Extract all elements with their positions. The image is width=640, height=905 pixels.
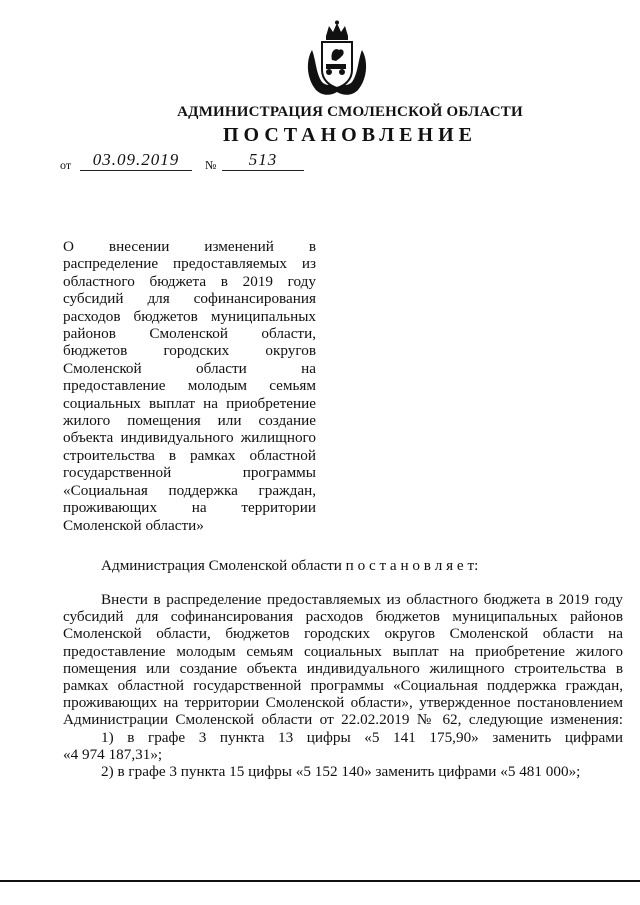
subject-line: объекта индивидуального жилищного	[63, 429, 316, 447]
subject-line: «Социальная поддержка граждан,	[63, 481, 316, 499]
subject-line: строительства в рамках областной	[63, 446, 316, 464]
subject-line: расходов бюджетов муниципальных	[63, 307, 316, 325]
body-line: 2) в графе 3 пункта 15 цифры «5 152 140» заменить цифрами «5 481 000»;	[101, 763, 581, 781]
body-line: помещения или создание объекта индивидуального жилищного строительства в	[63, 659, 623, 677]
main-text-block	[63, 591, 623, 780]
subject-line: распределение предоставляемых из	[63, 255, 316, 273]
subject-line: Смоленской области»	[63, 516, 204, 534]
date-from-label: от	[60, 158, 72, 172]
body-line: рамках областной государственной программы «Социальная поддержка граждан,	[63, 677, 623, 695]
body-line: 1) в графе 3 пункта 13 цифры «5 141 175,90» заменить цифрами	[101, 728, 623, 746]
decree-word: п о с т а н о в л я е т:	[345, 557, 479, 574]
subject-line: жилого помещения или создание	[63, 412, 316, 430]
subject-line: предоставление молодым семьям	[63, 377, 316, 395]
subject-line: субсидий для софинансирования	[63, 290, 316, 308]
coat-of-arms-icon	[302, 20, 372, 98]
subject-line: Смоленской области на	[63, 359, 316, 377]
body-line: Смоленской области, бюджетов городских округов Смоленской области на	[63, 625, 623, 643]
body-line: Внести в распределение предоставляемых из областного бюджета в 2019 году	[101, 591, 623, 608]
subject-line: социальных выплат на приобретение	[63, 394, 316, 412]
number-label: №	[205, 158, 217, 172]
subject-line: областного бюджета в 2019 году	[63, 272, 316, 290]
body-line: «4 974 187,31»;	[63, 745, 163, 763]
body-line: субсидий для софинансирования расходов бюджетов муниципальных районов	[63, 608, 623, 626]
subject-line: районов Смоленской области,	[63, 325, 316, 343]
body-line: Администрации Смоленской области от 22.02.2019 № 62, следующие изменения:	[63, 711, 623, 729]
document-type-title: ПОСТАНОВЛЕНИЕ	[223, 124, 477, 146]
subject-line: бюджетов городских округов	[63, 342, 316, 360]
subject-block	[63, 238, 316, 534]
preamble	[101, 557, 478, 575]
handwritten-number: 513	[222, 150, 304, 171]
body-line: проживающих на территории Смоленской области», утвержденное постановлением	[63, 694, 623, 712]
footer-rule	[0, 880, 640, 882]
preamble-text: Администрация Смоленской области	[101, 557, 342, 574]
body-line: предоставление молодым семьям социальных выплат на приобретение жилого	[63, 642, 623, 660]
handwritten-date: 03.09.2019	[80, 150, 192, 171]
date-number-line	[60, 150, 360, 174]
subject-line: О внесении изменений в	[63, 238, 316, 255]
organization-name: АДМИНИСТРАЦИЯ СМОЛЕНСКОЙ ОБЛАСТИ	[177, 104, 523, 120]
subject-line: государственной программы	[63, 464, 316, 482]
subject-line: проживающих на территории	[63, 499, 316, 517]
